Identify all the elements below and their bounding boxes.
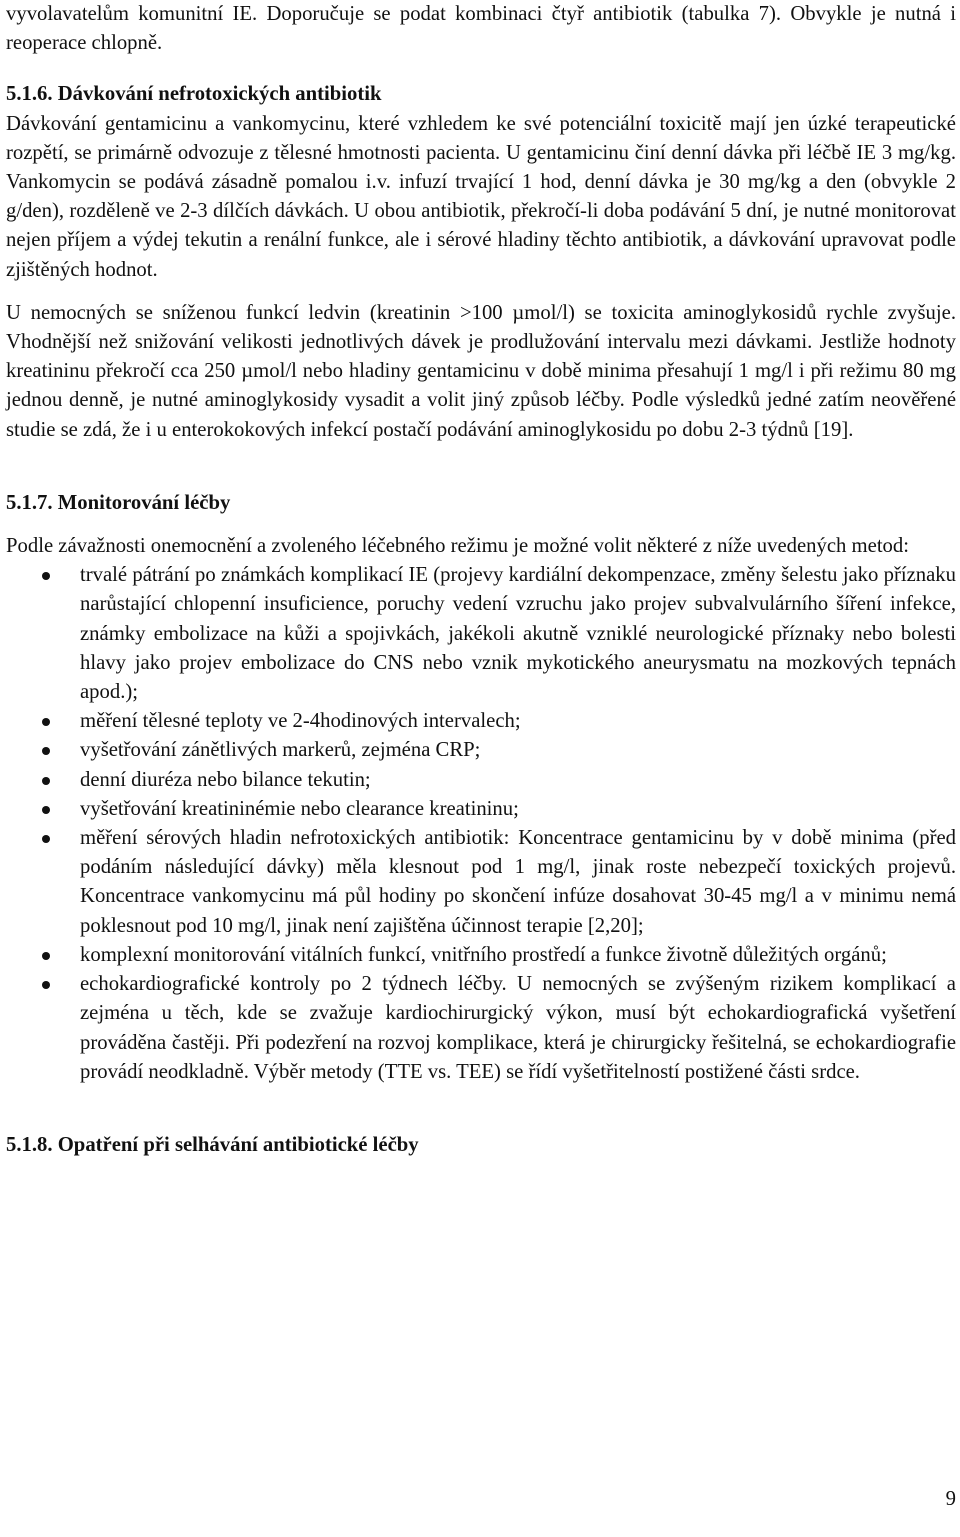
bullet-icon [42, 747, 50, 755]
bullet-icon [42, 777, 50, 785]
section-number: 5.1.6. [6, 83, 53, 106]
section-title: Monitorování léčby [57, 491, 231, 514]
bullet-icon [42, 572, 50, 580]
section-heading-516 [6, 80, 956, 109]
section-title: Opatření při selhávání antibiotické léčby [57, 1133, 419, 1156]
list-item: denní diuréza nebo bilance tekutin; [6, 766, 956, 795]
section-heading-517 [6, 489, 956, 518]
document-page [6, 0, 956, 1160]
section-title: Dávkování nefrotoxických antibiotik [57, 83, 382, 106]
list-item: trvalé pátrání po známkách komplikací IE (projevy kardiální dekompenzace, změny šelestu jako příznaku narůstající chlopenní insuficience, poruchy vedení vzruchu jako projev subvalvulárního šíření infekce, známky embolizace na kůži a spojivkách, jakékoli akutně vzniklé neurologické příznaky nebo bolesti hlavy jako projev embolizace do CNS nebo vznik mykotického aneurysmatu na mozkových tepnách apod.); [6, 561, 956, 707]
bullet-icon [42, 981, 50, 989]
page-number: 9 [945, 1488, 956, 1510]
section-number: 5.1.7. [6, 491, 53, 514]
paragraph-dosing: Dávkování gentamicinu a vankomycinu, které vzhledem ke své potenciální toxicitě mají jen úzké terapeutické rozpětí, se primárně odvozuje z tělesné hmotnosti pacienta. U gentamicinu činí denní dávka při léčbě IE 3 mg/kg. Vankomycin se podává zásadně pomalou i.v. infuzí trvající 1 hod, denní dávka je 30 mg/kg a den (obvykle 2 g/den), rozděleně ve 2-3 dílčích dávkách. U obou antibiotik, překročí-li doba podávání 5 dní, je nutné monitorovat nejen příjem a výdej tekutin a renální funkce, ale i sérové hladiny těchto antibiotik, a dávkování upravovat podle zjištěných hodnot. [6, 112, 956, 281]
list-item: měření sérových hladin nefrotoxických antibiotik: Koncentrace gentamicinu by v době minima (před podáním následující dávky) měla klesnout pod 1 mg/l, jinak roste nebezpečí toxických projevů. Koncentrace vankomycinu má půl hodiny po skončení infúze dosahovat 30-45 mg/l a v minimu nemá poklesnout pod 10 mg/l, jinak není zajištěna účinnost terapie [2,20]; [6, 824, 956, 941]
list-item: komplexní monitorování vitálních funkcí, vnitřního prostředí a funkce životně důležitých orgánů; [6, 941, 956, 970]
list-item: vyšetřování zánětlivých markerů, zejména CRP; [6, 736, 956, 765]
section-number: 5.1.8. [6, 1133, 53, 1156]
list-item: echokardiografické kontroly po 2 týdnech léčby. U nemocných se zvýšeným rizikem komplikací a zejména u těch, kde se zvažuje kardiochirurgický výkon, musí být echokardiografická vyšetření prováděna častěji. Při podezření na rozvoj komplikace, která je chirurgicky řešitelná, se echokardiografie provádí neodkladně. Výběr metody (TTE vs. TEE) se řídí vyšetřitelností postižené části srdce. [6, 970, 956, 1087]
bullet-icon [42, 952, 50, 960]
monitoring-list [6, 561, 956, 1087]
paragraph-renal: U nemocných se sníženou funkcí ledvin (kreatinin >100 µmol/l) se toxicita aminoglykosidů rychle zvyšuje. Vhodnější než snižování velikosti jednotlivých dávek je prodlužování intervalu mezi dávkami. Jestliže hodnoty kreatininu překročí cca 250 µmol/l nebo hladiny gentamicinu v době minima přesahují 1 mg/l i při režimu 80 mg jednou denně, je nutné aminoglykosidy vysadit a volit jiný způsob léčby. Podle výsledků jedné zatím neověřené studie se zdá, že i u enterokokových infekcí postačí podávání aminoglykosidu po dobu 2-3 týdnů [19]. [6, 301, 956, 441]
bullet-icon [42, 806, 50, 814]
intro-paragraph: vyvolavatelům komunitní IE. Doporučuje se podat kombinaci čtyř antibiotik (tabulka 7). Obvykle je nutná i reoperace chlopně. [6, 3, 956, 55]
list-item: vyšetřování kreatininémie nebo clearance kreatininu; [6, 795, 956, 824]
bullet-icon [42, 718, 50, 726]
section-heading-518 [6, 1131, 956, 1160]
bullet-icon [42, 835, 50, 843]
list-item: měření tělesné teploty ve 2-4hodinových intervalech; [6, 707, 956, 736]
monitoring-lead: Podle závažnosti onemocnění a zvoleného léčebného režimu je možné volit některé z níže uvedených metod: [6, 535, 909, 558]
